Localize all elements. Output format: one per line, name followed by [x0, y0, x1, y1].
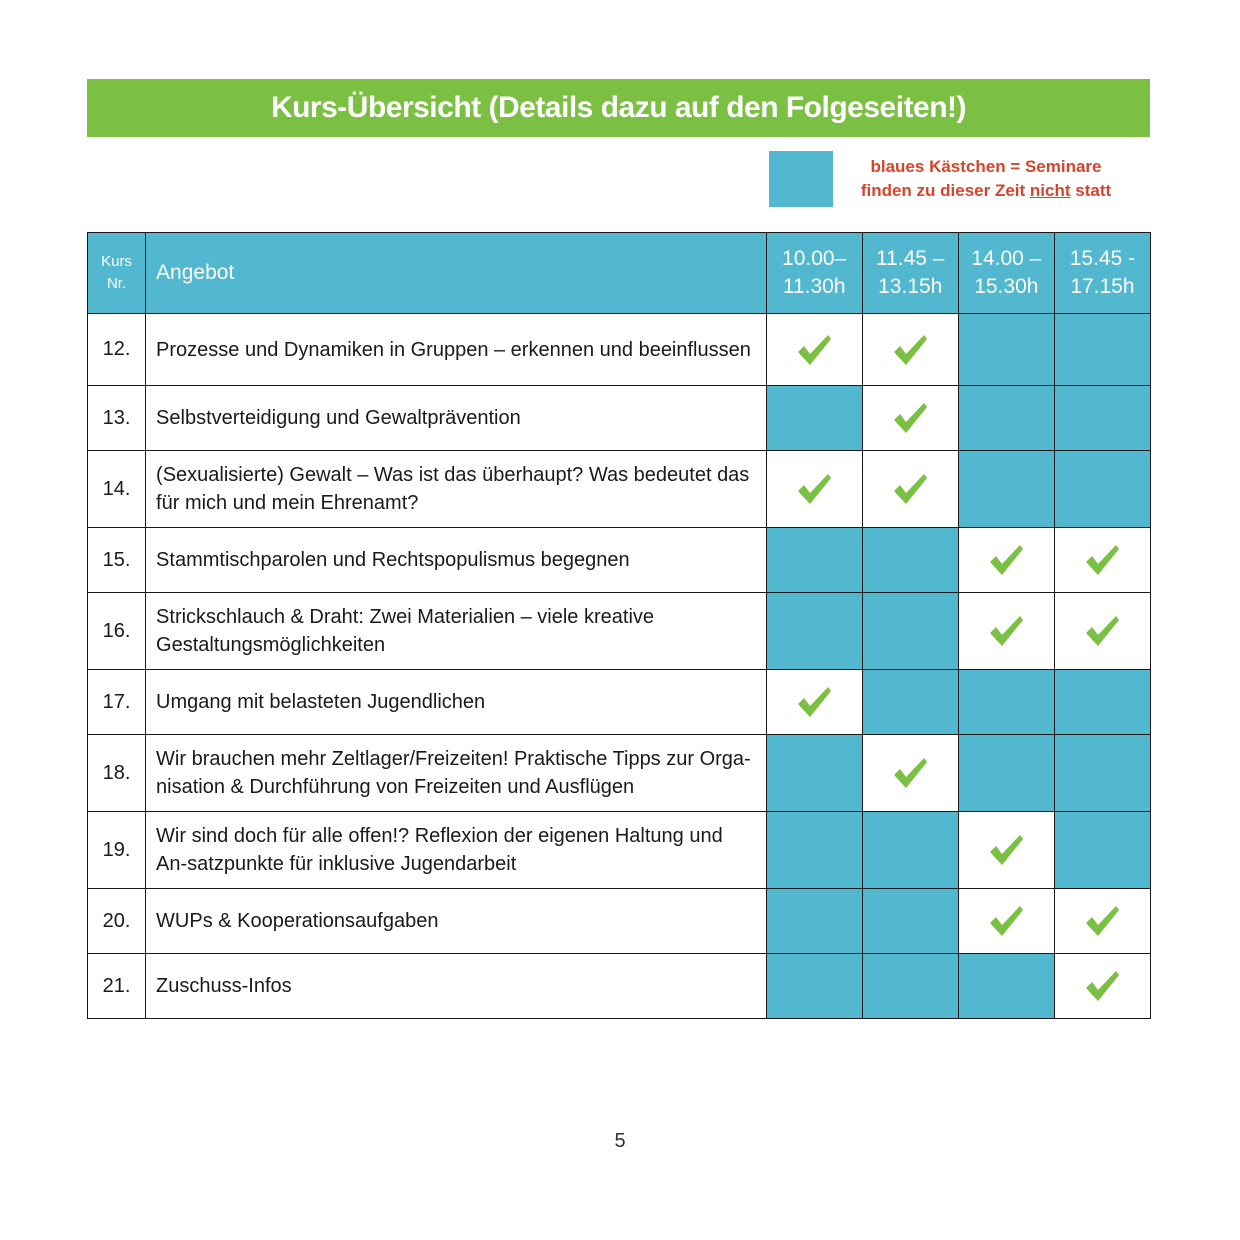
header-slot-4-line2: 17.15h: [1070, 275, 1135, 298]
check-icon: [1084, 904, 1120, 938]
header-slot-1-line1: 10.00–: [782, 247, 847, 270]
table-row: [88, 954, 1151, 1019]
course-number: 19.: [88, 812, 146, 889]
course-title: WUPs & Kooperationsaufgaben: [146, 889, 767, 954]
course-overview-table: [87, 232, 1151, 1019]
course-title: Strickschlauch & Draht: Zwei Materialien – viele kreative Gestaltungsmöglichkeiten: [146, 593, 767, 670]
slot-blocked: [766, 812, 862, 889]
check-icon: [796, 685, 832, 719]
slot-blocked: [766, 954, 862, 1019]
course-title: Wir sind doch für alle offen!? Reflexion der eigenen Haltung und An-satzpunkte für inklusive Jugendarbeit: [146, 812, 767, 889]
table-row: [88, 735, 1151, 812]
slot-blocked: [766, 735, 862, 812]
header-slot-1: [766, 233, 862, 314]
check-icon: [988, 614, 1024, 648]
course-title: (Sexualisierte) Gewalt – Was ist das überhaupt? Was bedeutet das für mich und mein Ehrenamt?: [146, 451, 767, 528]
slot-blocked: [862, 954, 958, 1019]
check-icon: [988, 833, 1024, 867]
slot-blocked: [1054, 451, 1150, 528]
slot-blocked: [1054, 314, 1150, 386]
slot-blocked: [958, 670, 1054, 735]
check-icon: [1084, 543, 1120, 577]
course-number: 18.: [88, 735, 146, 812]
title-banner: [87, 79, 1150, 137]
slot-blocked: [1054, 812, 1150, 889]
table-header-row: [88, 233, 1151, 314]
course-title: Selbstverteidigung und Gewaltprävention: [146, 386, 767, 451]
slot-available: [862, 735, 958, 812]
course-number: 20.: [88, 889, 146, 954]
header-course-number-line2: Nr.: [106, 275, 127, 292]
check-icon: [796, 472, 832, 506]
header-slot-2: [862, 233, 958, 314]
check-icon: [892, 472, 928, 506]
slot-available: [1054, 889, 1150, 954]
slot-blocked: [862, 593, 958, 670]
slot-blocked: [958, 314, 1054, 386]
slot-available: [766, 670, 862, 735]
table-row: [88, 386, 1151, 451]
course-title: Stammtischparolen und Rechtspopulismus begegnen: [146, 528, 767, 593]
course-title: Zuschuss-Infos: [146, 954, 767, 1019]
header-slot-3: [958, 233, 1054, 314]
slot-blocked: [958, 954, 1054, 1019]
slot-blocked: [1054, 670, 1150, 735]
slot-available: [766, 314, 862, 386]
course-number: 15.: [88, 528, 146, 593]
header-slot-1-line2: 11.30h: [782, 275, 846, 298]
header-slot-3-line2: 15.30h: [974, 275, 1039, 298]
slot-available: [958, 528, 1054, 593]
legend-swatch: [769, 151, 833, 207]
slot-blocked: [958, 451, 1054, 528]
table-row: [88, 314, 1151, 386]
header-slot-4: [1054, 233, 1150, 314]
check-icon: [892, 333, 928, 367]
slot-available: [958, 593, 1054, 670]
slot-available: [1054, 593, 1150, 670]
table-row: [88, 451, 1151, 528]
check-icon: [988, 904, 1024, 938]
course-number: 13.: [88, 386, 146, 451]
slot-available: [862, 386, 958, 451]
legend-line-2-start: finden zu dieser Zeit: [860, 181, 1030, 200]
check-icon: [1084, 614, 1120, 648]
slot-available: [958, 889, 1054, 954]
table-row: [88, 670, 1151, 735]
header-slot-3-line1: 14.00 –: [971, 247, 1042, 270]
slot-available: [862, 451, 958, 528]
check-icon: [892, 756, 928, 790]
legend-line-1: blaues Kästchen = Seminare: [870, 157, 1102, 176]
slot-blocked: [862, 528, 958, 593]
table-row: [88, 889, 1151, 954]
header-slot-2-line1: 11.45 –: [875, 247, 945, 270]
table-row: [88, 593, 1151, 670]
check-icon: [988, 543, 1024, 577]
header-course-number: [88, 233, 146, 314]
slot-available: [766, 451, 862, 528]
slot-available: [862, 314, 958, 386]
slot-blocked: [958, 735, 1054, 812]
slot-blocked: [766, 528, 862, 593]
slot-blocked: [1054, 386, 1150, 451]
header-course-number-line1: Kurs: [101, 253, 132, 270]
slot-available: [1054, 954, 1150, 1019]
slot-blocked: [862, 812, 958, 889]
course-number: 21.: [88, 954, 146, 1019]
page-number: 5: [614, 1130, 626, 1152]
legend-text: [843, 155, 1129, 203]
course-number: 14.: [88, 451, 146, 528]
slot-blocked: [862, 889, 958, 954]
check-icon: [1084, 969, 1120, 1003]
header-slot-2-line2: 13.15h: [878, 275, 943, 298]
slot-blocked: [862, 670, 958, 735]
slot-blocked: [958, 386, 1054, 451]
slot-blocked: [766, 593, 862, 670]
course-number: 17.: [88, 670, 146, 735]
course-title: Prozesse und Dynamiken in Gruppen – erkennen und beeinflussen: [146, 314, 767, 386]
header-slot-4-line1: 15.45 -: [1069, 247, 1136, 270]
slot-blocked: [1054, 735, 1150, 812]
slot-blocked: [766, 386, 862, 451]
slot-available: [1054, 528, 1150, 593]
check-icon: [892, 401, 928, 435]
slot-available: [958, 812, 1054, 889]
legend-line-2: [843, 179, 1129, 203]
legend-line-2-emphasis: nicht: [1029, 181, 1071, 200]
course-title: Umgang mit belasteten Jugendlichen: [146, 670, 767, 735]
slot-blocked: [766, 889, 862, 954]
page-title: Kurs-Übersicht (Details dazu auf den Folgeseiten!): [270, 91, 967, 124]
table-row: [88, 528, 1151, 593]
course-title: Wir brauchen mehr Zeltlager/Freizeiten! Praktische Tipps zur Orga-nisation & Durchführung von Freizeiten und Ausflügen: [146, 735, 767, 812]
legend-line-2-end: statt: [1070, 181, 1112, 200]
course-number: 12.: [88, 314, 146, 386]
course-number: 16.: [88, 593, 146, 670]
check-icon: [796, 333, 832, 367]
table-row: [88, 812, 1151, 889]
header-offer: Angebot: [146, 233, 767, 314]
